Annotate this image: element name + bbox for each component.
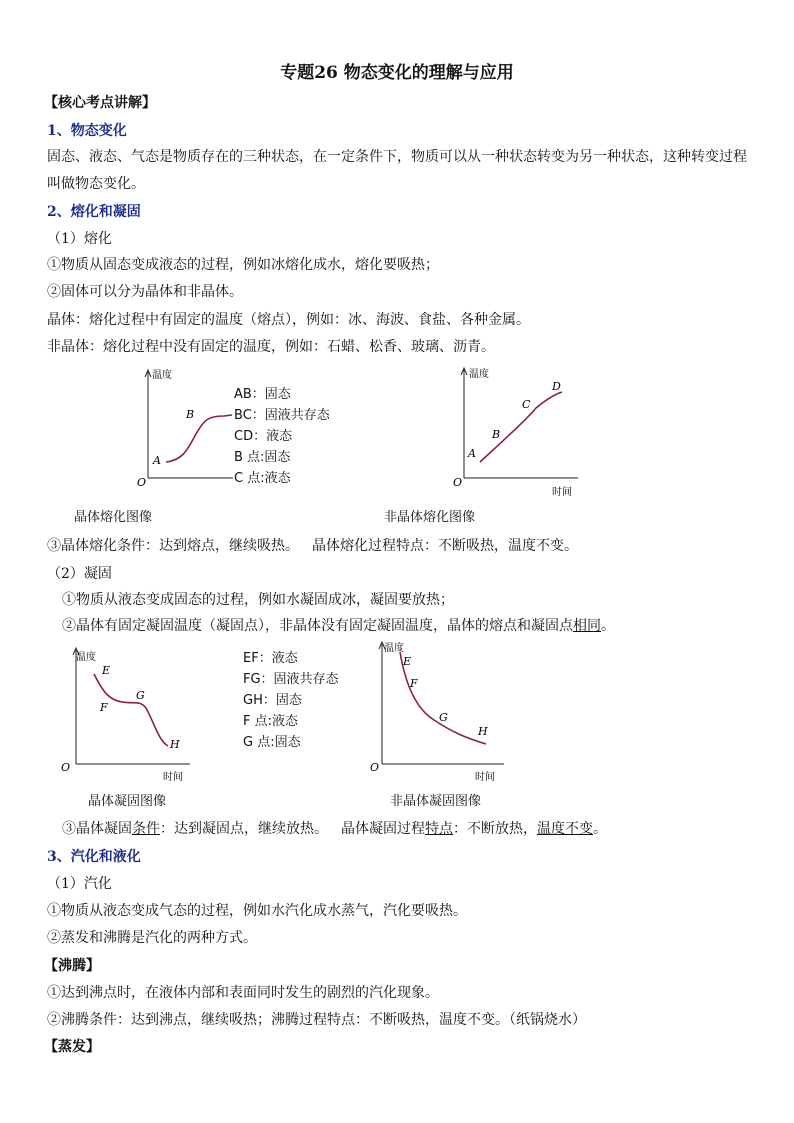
solidification-point-2-underline: 相同 [573, 618, 601, 634]
legend-fg: FG：固液共存态 [243, 672, 339, 687]
y-axis-label: 温度 [384, 643, 404, 654]
evaporation-heading: 【蒸发】 [44, 1039, 100, 1055]
x-axis-label: 时间 [163, 772, 183, 783]
page-title: 专题26 物态变化的理解与应用 [280, 63, 514, 83]
y-axis-label: 温度 [152, 370, 172, 381]
melting-point-2: ②固体可以分为晶体和非晶体。 [47, 284, 243, 300]
legend-ef: EF：液态 [243, 651, 298, 666]
solidification-point-3a-underline: 条件 [132, 821, 160, 837]
section-1-paragraph-line-1: 固态、液态、气态是物质存在的三种状态，在一定条件下，物质可以从一种状态转变为另一种状态，这种转变过程 [47, 149, 747, 165]
point-label-c: C [522, 398, 531, 411]
vaporization-point-1: ①物质从液态变成气态的过程，例如水汽化成水蒸气，汽化要吸热。 [47, 903, 467, 919]
solidification-point-2-end: 。 [601, 618, 615, 634]
crystal-solidification-legend [243, 648, 339, 753]
x-axis-label: 时间 [552, 487, 572, 498]
x-axis-label: 时间 [475, 772, 495, 783]
point-label-h: H [478, 725, 488, 738]
point-label-b: B [492, 428, 501, 441]
crystal-melting-graph [128, 364, 238, 494]
point-label-g: G [136, 689, 145, 702]
solidification-point-3b-mid: ：不断放热， [453, 821, 537, 837]
solidification-point-1: ①物质从液态变成固态的过程，例如水凝固成冰，凝固要放热； [62, 592, 454, 608]
legend-point-b: B 点:固态 [234, 450, 291, 465]
solidification-point-3b [341, 818, 607, 838]
crystal-melting-caption: 晶体熔化图像 [74, 510, 153, 525]
solidification-point-2 [62, 615, 615, 635]
point-label-f: F [100, 701, 108, 714]
solidification-point-3a-rest: ：达到凝固点，继续放热。 [160, 821, 328, 837]
point-label-h: H [170, 738, 180, 751]
solidification-point-3a-text: ③晶体凝固 [62, 821, 132, 837]
point-label-a: A [153, 454, 161, 467]
point-label-e: E [102, 664, 111, 677]
section-1-heading: 1、物态变化 [47, 123, 127, 139]
point-label-b: B [186, 408, 195, 421]
crystal-melting-legend [234, 384, 330, 489]
origin-label: O [370, 761, 380, 774]
noncrystal-melting-graph [444, 364, 584, 498]
solidification-point-2-text: ②晶体有固定凝固温度（凝固点），非晶体没有固定凝固温度，晶体的熔点和凝固点 [62, 618, 573, 634]
origin-label: O [61, 761, 71, 774]
melting-point-1: ①物质从固态变成液态的过程，例如冰熔化成水，熔化要吸热； [47, 257, 439, 273]
legend-bc: BC：固液共存态 [234, 408, 330, 423]
crystal-definition: 晶体：熔化过程中有固定的温度（熔点），例如：冰、海波、食盐、各种金属。 [47, 312, 530, 328]
crystal-solidification-graph [56, 642, 196, 784]
section-1-paragraph-line-2: 叫做物态变化。 [47, 176, 145, 192]
melting-point-3b: 晶体熔化过程特点：不断吸热，温度不变。 [312, 538, 578, 554]
solidification-point-3b-text: 晶体凝固过程 [341, 821, 425, 837]
point-label-f: F [410, 677, 418, 690]
noncrystal-solidification-caption: 非晶体凝固图像 [390, 794, 482, 809]
solidification-point-3b-end: 。 [593, 821, 607, 837]
boiling-point-2: ②沸腾条件：达到沸点，继续吸热；沸腾过程特点：不断吸热，温度不变。（纸锅烧水） [47, 1012, 586, 1028]
origin-label: O [453, 476, 463, 489]
melting-point-3a: ③晶体熔化条件：达到熔点，继续吸热。 [47, 538, 299, 554]
point-label-g: G [439, 711, 448, 724]
melting-curve [166, 415, 232, 462]
legend-point-g: G 点:固态 [243, 735, 301, 750]
noncrystal-definition: 非晶体：熔化过程中没有固定的温度，例如：石蜡、松香、玻璃、沥青。 [47, 339, 495, 355]
origin-label: O [137, 476, 147, 489]
legend-cd: CD：液态 [234, 429, 293, 444]
y-axis-label: 温度 [469, 369, 489, 380]
boiling-point-1: ①达到沸点时，在液体内部和表面同时发生的剧烈的汽化现象。 [47, 985, 439, 1001]
core-points-header: 【核心考点讲解】 [44, 95, 156, 111]
point-label-e: E [403, 655, 412, 668]
melting-curve [480, 392, 562, 462]
legend-point-f: F 点:液态 [243, 714, 298, 729]
solidification-point-3b-underline-2: 温度不变 [537, 821, 593, 837]
section-3-heading: 3、汽化和液化 [47, 849, 141, 865]
solidification-point-3b-underline-1: 特点 [425, 821, 453, 837]
y-axis-label: 温度 [76, 652, 96, 663]
legend-ab: AB：固态 [234, 387, 291, 402]
point-label-a: A [468, 447, 476, 460]
noncrystal-melting-caption: 非晶体熔化图像 [384, 510, 476, 525]
boiling-heading: 【沸腾】 [44, 958, 100, 974]
point-label-d: D [552, 380, 561, 393]
melting-subheading: （1）熔化 [47, 231, 112, 247]
legend-gh: GH：固态 [243, 693, 302, 708]
section-2-heading: 2、熔化和凝固 [47, 204, 141, 220]
noncrystal-solidification-graph [362, 638, 512, 784]
vaporization-subheading: （1）汽化 [47, 876, 112, 892]
solidification-curve [400, 652, 486, 744]
vaporization-point-2: ②蒸发和沸腾是汽化的两种方式。 [47, 930, 257, 946]
legend-point-c: C 点:液态 [234, 471, 291, 486]
crystal-solidification-caption: 晶体凝固图像 [88, 794, 167, 809]
solidification-point-3a [62, 818, 328, 838]
solidification-subheading: （2）凝固 [47, 566, 112, 582]
